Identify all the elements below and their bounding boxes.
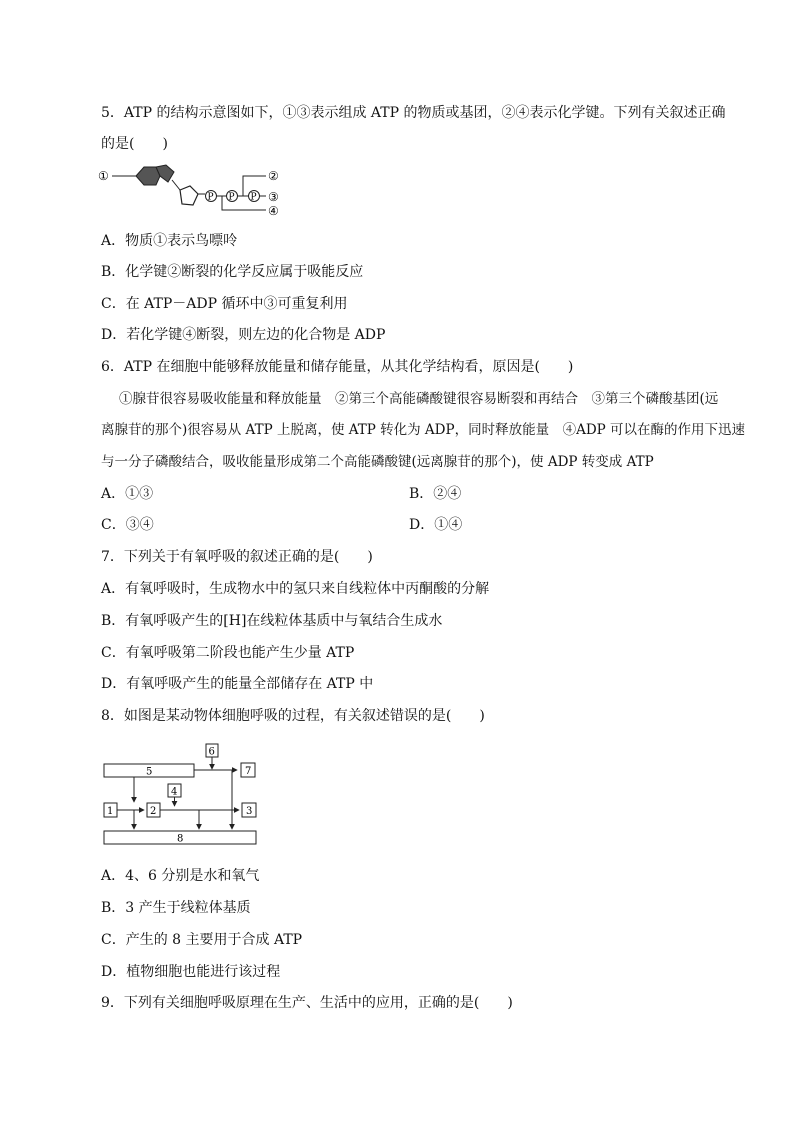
q9-stem: 9．下列有关细胞呼吸原理在生产、生活中的应用，正确的是( ) bbox=[101, 995, 513, 1011]
ribose-pentagon bbox=[180, 186, 198, 205]
q6-statement-line2: 离腺苷的那个)很容易从 ATP 上脱离，使 ATP 转化为 ADP，同时释放能量 ④ADP 可以在酶的作用下迅速 bbox=[101, 422, 746, 438]
q7-option-b: B．有氧呼吸产生的[H]在线粒体基质中与氧结合生成水 bbox=[101, 613, 443, 629]
q5-option-c: C．在 ATP－ADP 循环中③可重复利用 bbox=[101, 296, 348, 312]
q6-option-b: B．②④ bbox=[409, 486, 462, 502]
respiration-process-diagram bbox=[100, 740, 270, 852]
q6-option-a: A．①③ bbox=[101, 486, 154, 502]
bar-8-label: 8 bbox=[177, 833, 184, 845]
q6-statement-line1: ①腺苷很容易吸收能量和释放能量 ②第三个高能磷酸键很容易断裂和再结合 ③第三个磷酸基团(远 bbox=[119, 391, 719, 407]
q5-stem-line2: 的是( ) bbox=[101, 136, 168, 152]
q8-stem: 8．如图是某动物体细胞呼吸的过程，有关叙述错误的是( ) bbox=[101, 708, 485, 724]
q7-option-a: A．有氧呼吸时，生成物水中的氢只来自线粒体中丙酮酸的分解 bbox=[101, 581, 490, 597]
q8-option-b: B．3 产生于线粒体基质 bbox=[101, 900, 251, 916]
atp-label-4: ④ bbox=[268, 204, 279, 218]
phosphate-2-label: P bbox=[228, 192, 235, 203]
atp-label-3: ③ bbox=[268, 190, 279, 204]
q8-option-d: D．植物细胞也能进行该过程 bbox=[101, 964, 281, 980]
q6-stem: 6．ATP 在细胞中能够释放能量和储存能量，从其化学结构看，原因是( ) bbox=[101, 359, 574, 375]
q5-option-b: B．化学键②断裂的化学反应属于吸能反应 bbox=[101, 264, 364, 280]
phosphate-1-label: P bbox=[207, 192, 214, 203]
box-7-label: 7 bbox=[245, 766, 252, 777]
box-3-label: 3 bbox=[246, 806, 253, 817]
q7-stem: 7．下列关于有氧呼吸的叙述正确的是( ) bbox=[101, 549, 373, 565]
q6-statement-line3: 与一分子磷酸结合，吸收能量形成第二个高能磷酸键(远离腺苷的那个)，使 ADP 转变成 ATP bbox=[101, 454, 654, 470]
atp-structure-figure bbox=[98, 160, 298, 222]
atp-label-1: ① bbox=[98, 169, 109, 183]
q6-option-d: D．①④ bbox=[409, 517, 463, 533]
q7-option-c: C．有氧呼吸第二阶段也能产生少量 ATP bbox=[101, 645, 355, 661]
q6-option-c: C．③④ bbox=[101, 517, 154, 533]
box-1-label: 1 bbox=[107, 806, 114, 817]
q8-option-c: C．产生的 8 主要用于合成 ATP bbox=[101, 932, 303, 948]
box-4-label: 4 bbox=[171, 786, 178, 798]
bar-5-label: 5 bbox=[146, 766, 153, 778]
q5-option-d: D．若化学键④断裂，则左边的化合物是 ADP bbox=[101, 327, 386, 343]
phosphate-3-label: P bbox=[250, 192, 257, 203]
box-2-label: 2 bbox=[150, 806, 157, 817]
box-6-label: 6 bbox=[208, 746, 215, 758]
q7-option-d: D．有氧呼吸产生的能量全部储存在 ATP 中 bbox=[101, 676, 374, 692]
q8-option-a: A．4、6 分别是水和氧气 bbox=[101, 868, 260, 884]
atp-label-2: ② bbox=[268, 169, 279, 183]
q5-stem-line1: 5．ATP 的结构示意图如下，①③表示组成 ATP 的物质或基团，②④表示化学键。下列有关叙述正确 bbox=[101, 105, 726, 121]
q5-option-a: A．物质①表示鸟嘌呤 bbox=[101, 233, 238, 249]
adenine-hexagon bbox=[136, 167, 160, 185]
